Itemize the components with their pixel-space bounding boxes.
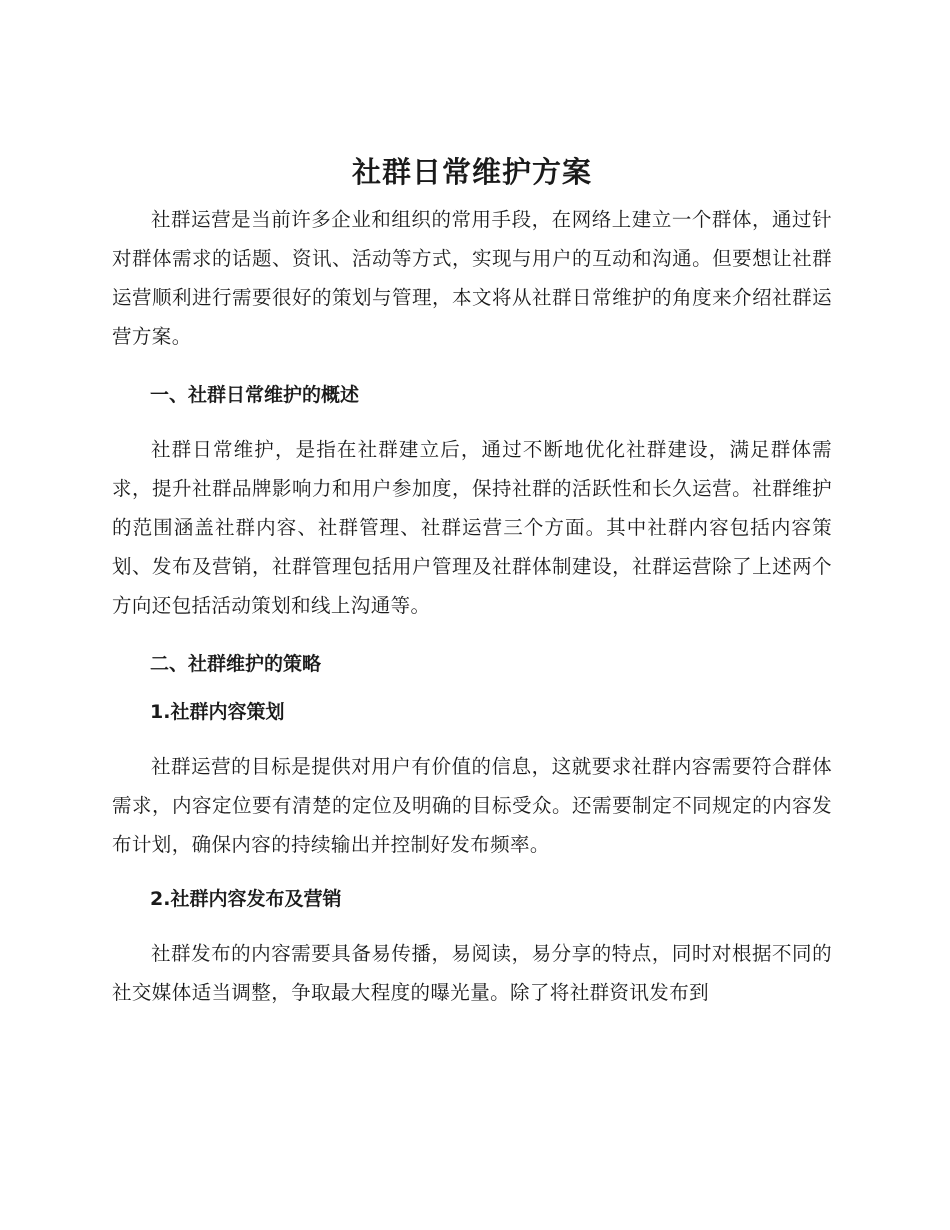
section-heading-strategy: 二、社群维护的策略	[150, 653, 322, 675]
section-heading-overview: 一、社群日常维护的概述	[150, 384, 360, 406]
subsection-paragraph-publishing-marketing: 社群发布的内容需要具备易传播，易阅读，易分享的特点，同时对根据不同的社交媒体适当调整，争取最大程度的曝光量。除了将社群资讯发布到	[112, 942, 832, 1004]
intro-paragraph: 社群运营是当前许多企业和组织的常用手段，在网络上建立一个群体，通过针对群体需求的话题、资讯、活动等方式，实现与用户的互动和沟通。但要想让社群运营顺利进行需要很好的策划与管理，本文将从社群日常维护的角度来介绍社群运营方案。	[112, 208, 832, 348]
document-page	[112, 150, 832, 1012]
section-paragraph-overview: 社群日常维护，是指在社群建立后，通过不断地优化社群建设，满足群体需求，提升社群品牌影响力和用户参加度，保持社群的活跃性和长久运营。社群维护的范围涵盖社群内容、社群管理、社群运营三个方面。其中社群内容包括内容策划、发布及营销，社群管理包括用户管理及社群体制建设，社群运营除了上述两个方向还包括活动策划和线上沟通等。	[112, 438, 832, 617]
subsection-paragraph-content-planning: 社群运营的目标是提供对用户有价值的信息，这就要求社群内容需要符合群体需求，内容定位要有清楚的定位及明确的目标受众。还需要制定不同规定的内容发布计划，确保内容的持续输出并控制好发布频率。	[112, 755, 832, 856]
subsection-heading-publishing-marketing: 2.社群内容发布及营销	[150, 888, 342, 910]
subsection-heading-content-planning: 1.社群内容策划	[150, 701, 285, 723]
document-title: 社群日常维护方案	[351, 155, 592, 189]
